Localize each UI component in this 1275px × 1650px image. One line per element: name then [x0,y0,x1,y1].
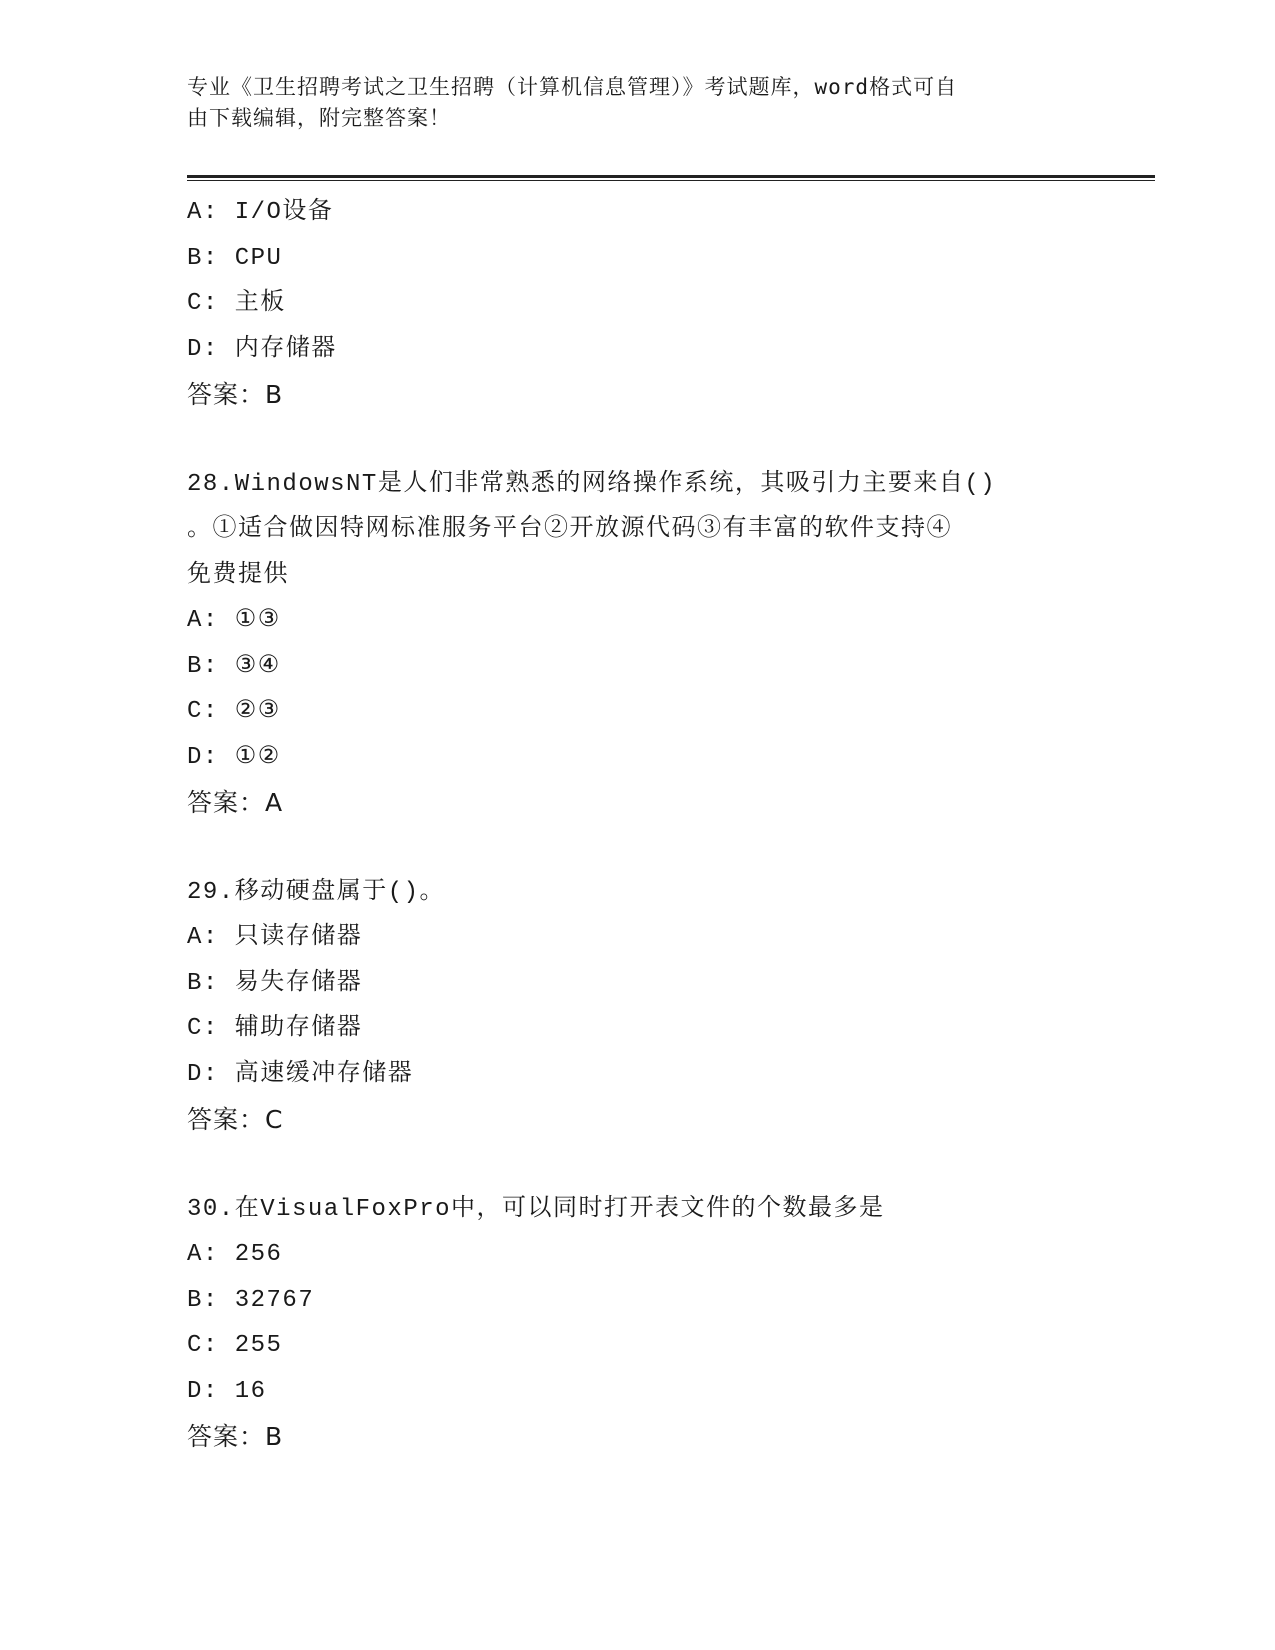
option-d: D: ①② [187,743,281,771]
option-b: B: CPU [187,244,283,272]
option-b: B: 32767 [187,1286,315,1314]
header-line-2: 由下载编辑，附完整答案！ [187,106,451,130]
question-28 [187,462,1087,826]
option-d: D: 16 [187,1377,267,1405]
header-divider [187,175,1155,181]
option-c: C: 辅助存储器 [187,1015,363,1042]
question-text-line: 28.WindowsNT是人们非常熟悉的网络操作系统，其吸引力主要来自() [187,470,997,498]
answer: 答案：B [187,1422,284,1451]
document-header [187,72,1067,134]
option-d: D: 内存储器 [187,335,337,363]
option-d: D: 高速缓冲存储器 [187,1060,414,1088]
answer: 答案：B [187,380,284,409]
question-text-line: 。①适合做因特网标准服务平台②开放源代码③有丰富的软件支持④ [187,516,952,543]
option-a: A: ①③ [187,607,281,634]
question-text-line: 30.在VisualFoxPro中，可以同时打开表文件的个数最多是 [187,1195,885,1223]
option-c: C: 主板 [187,290,286,317]
header-line-1: 专业《卫生招聘考试之卫生招聘（计算机信息管理）》考试题库，word格式可自 [187,75,958,99]
option-a: A: I/O设备 [187,199,334,226]
option-a: A: 只读存储器 [187,924,363,951]
question-30 [187,1187,1087,1460]
question-27-remainder [187,190,1087,418]
question-text-line: 免费提供 [187,561,289,589]
question-list [187,190,1087,1460]
question-29 [187,870,1087,1143]
option-a: A: 256 [187,1241,283,1268]
option-c: C: 255 [187,1332,283,1359]
answer: 答案：A [187,788,284,817]
question-text-line: 29.移动硬盘属于()。 [187,878,446,906]
option-b: B: 易失存储器 [187,969,363,997]
option-c: C: ②③ [187,698,281,725]
option-b: B: ③④ [187,652,281,680]
answer: 答案：C [187,1105,284,1134]
